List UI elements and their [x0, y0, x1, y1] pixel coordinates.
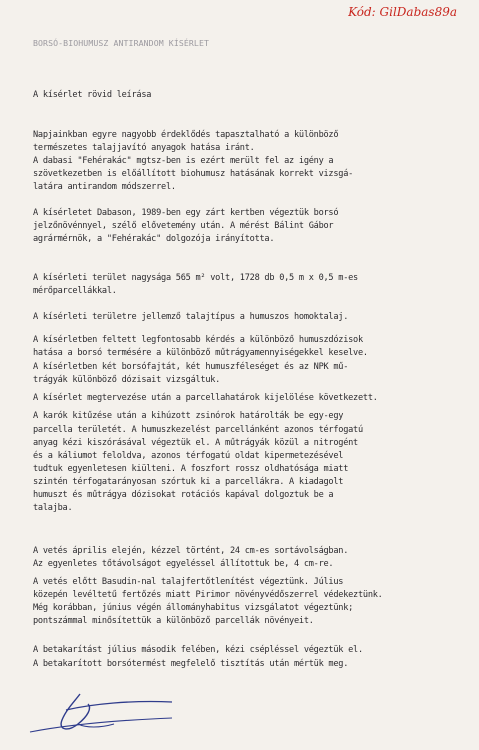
body-line: talajba. — [33, 503, 73, 513]
body-line: A kísérletben feltett legfontosabb kérdés a különböző humuszdózisok — [33, 335, 363, 345]
body-line: szintén térfogatarányosan szórtuk ki a parcellákra. A kiadagolt — [33, 477, 344, 487]
body-line: A kísérleti területre jellemző talajtípus a humuszos homoktalaj. — [33, 312, 349, 322]
body-line: A kísérletet Dabason, 1989-ben egy zárt kertben végeztük borsó — [33, 208, 339, 218]
body-line: A betakarítást július második felében, kézi csépléssel végeztük el. — [33, 645, 363, 655]
body-line: humuszt és műtrágya dózisokat rotációs kapával dolgoztuk be a — [33, 490, 334, 500]
body-line: A kísérlet megtervezése után a parcellahatárok kijelölése következett. — [33, 393, 378, 403]
body-line: közepén levéltetű fertőzés miatt Pirimor növényvédőszerrel védekeztünk. — [33, 590, 383, 600]
body-line: parcella területét. A humuszkezelést parcellánként azonos térfogatú — [33, 425, 363, 435]
body-line: A kísérletben két borsófajtát, két humuszféleséget és az NPK mű- — [33, 362, 349, 372]
document-code-stamp: Kód: GilDabas89a — [348, 5, 457, 19]
body-line: és a káliumot feloldva, azonos térfogatú oldat kipermetezésével — [33, 451, 344, 461]
body-line: természetes talajjavító anyagok hatása iránt. — [33, 143, 255, 153]
body-line: A dabasi "Fehérakác" mgtsz-ben is ezért merült fel az igény a — [33, 156, 334, 166]
body-line: Az egyenletes tőtávolságot egyeléssel állítottuk be, 4 cm-re. — [33, 559, 334, 569]
body-line: A vetés április elején, kézzel történt, 24 cm-es sortávolságban. — [33, 546, 349, 556]
body-line: pontszámmal minősítettük a különböző parcellák növényeit. — [33, 616, 314, 626]
body-line: A kísérleti terület nagysága 565 m² volt, 1728 db 0,5 m x 0,5 m-es — [33, 273, 358, 283]
body-line: trágyák különböző dózisait vizsgáltuk. — [33, 375, 221, 385]
body-line: tudtuk egyenletesen kiülteni. A foszfort rossz oldhatósága miatt — [33, 464, 349, 474]
body-line: szövetkezetben is előállított biohumusz hatásának korrekt vizsgá- — [33, 169, 354, 179]
body-line: Napjainkban egyre nagyobb érdeklődés tapasztalható a különböző — [33, 130, 339, 140]
body-line: hatása a borsó termésére a különböző műtrágyamennyiségekkel keselve. — [33, 348, 368, 358]
body-line: anyag kézi kiszórásával végeztük el. A műtrágyák közül a nitrogént — [33, 438, 358, 448]
handwritten-signature — [22, 680, 202, 740]
body-line: latára antirandom módszerrel. — [33, 182, 176, 192]
section-heading: A kísérlet rövid leírása — [33, 90, 152, 100]
body-line: Még korábban, június végén állományhabitus vizsgálatot végeztünk; — [33, 603, 354, 613]
body-line: A karók kitűzése után a kihúzott zsinórok határolták be egy-egy — [33, 411, 344, 421]
body-line: mérőparcellákkal. — [33, 286, 117, 296]
body-line: jelzőnövénnyel, szélő elővetemény után. A mérést Bálint Gábor — [33, 221, 334, 231]
body-line: A betakarított borsótermést megfelelő tisztítás után mértük meg. — [33, 659, 349, 669]
body-line: agrármérnök, a "Fehérakác" dolgozója irányította. — [33, 234, 275, 244]
document-title: BORSÓ-BIOHUMUSZ ANTIRANDOM KÍSÉRLET — [33, 38, 210, 48]
body-line: A vetés előtt Basudin-nal talajfertőtlenítést végeztünk. Július — [33, 577, 344, 587]
